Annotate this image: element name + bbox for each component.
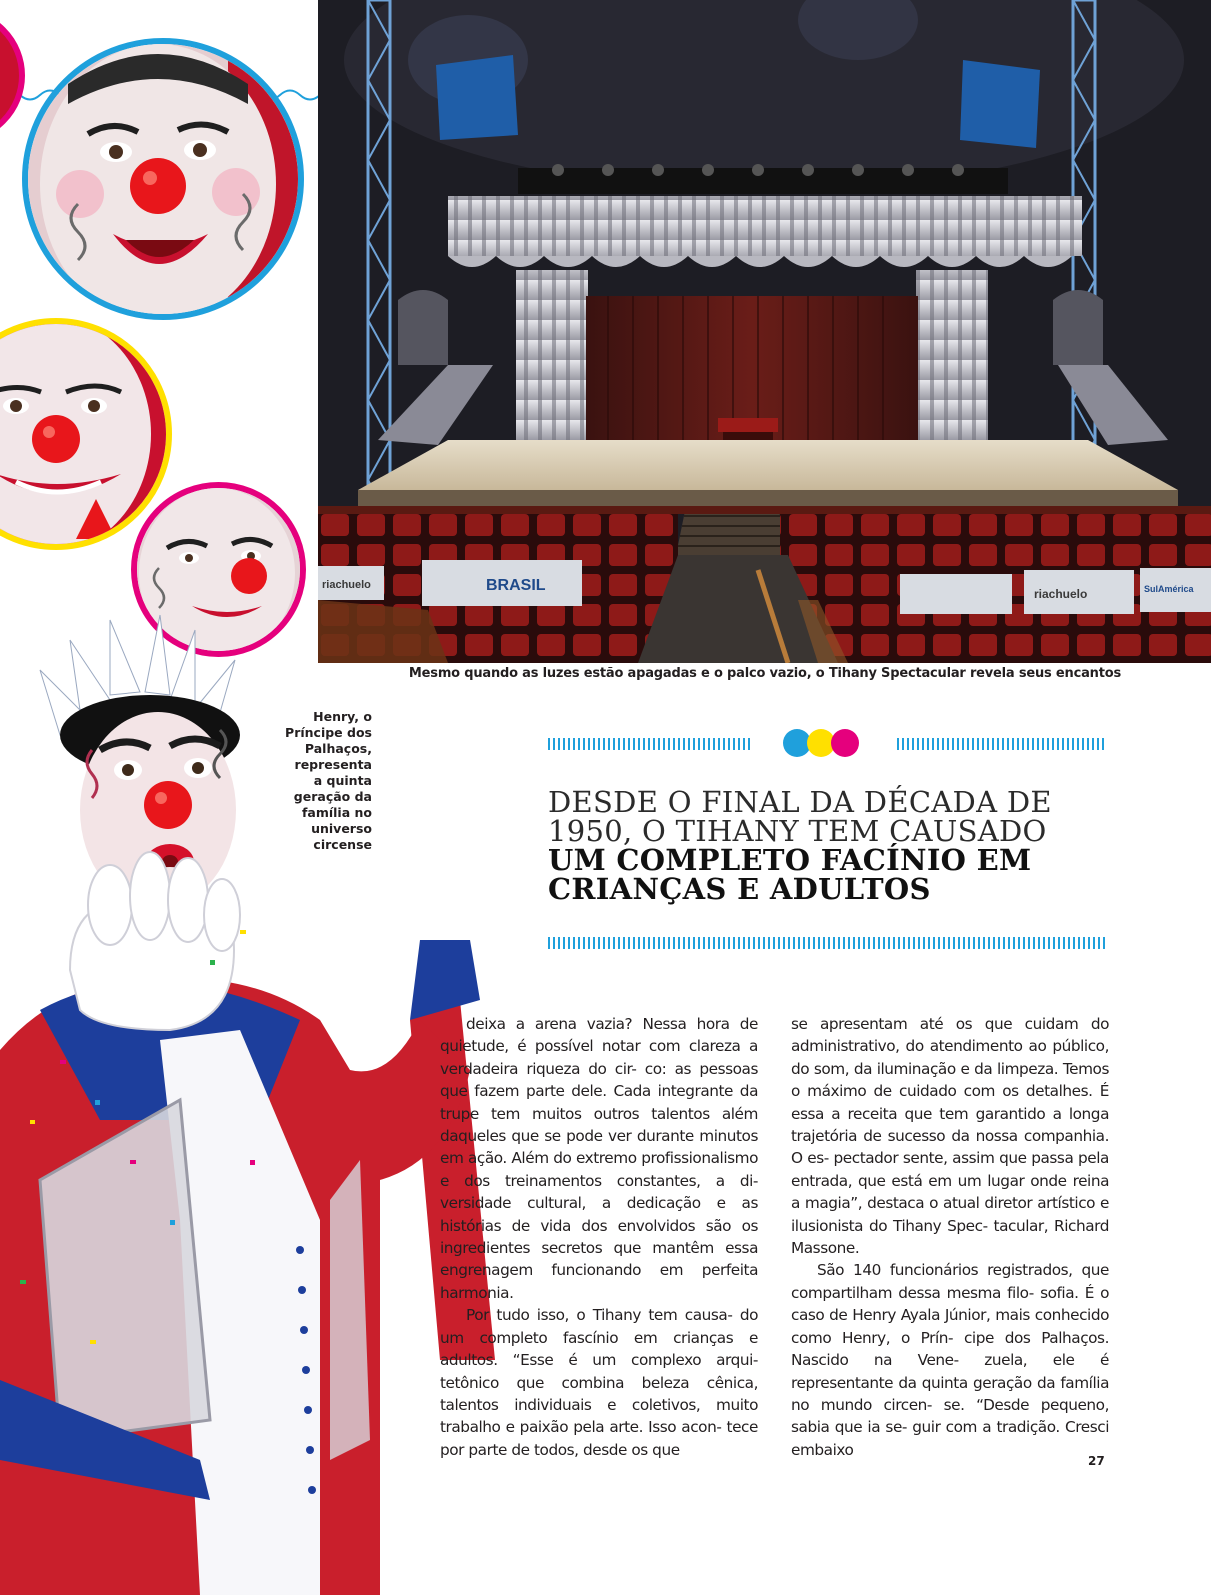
pull-quote-headline: [548, 785, 1108, 906]
clown-face-photo-1: [22, 38, 304, 320]
text-line: mais conhecido como Henry, o Prín-: [791, 1306, 1110, 1347]
performer-caption-line: Henry, o: [313, 709, 372, 724]
text-line: outros talentos além daqueles que se: [440, 1104, 758, 1146]
text-line: do um completo fascínio em crianças: [440, 1306, 759, 1347]
text-line: que compartilham dessa mesma filo-: [791, 1261, 1109, 1302]
headline-line-3: UM COMPLETO FACÍNIO EM: [548, 843, 1032, 877]
performer-caption-line: universo: [311, 821, 372, 836]
text-line: geração da família no mundo circen-: [791, 1373, 1109, 1414]
text-line: tetônico que combina beleza cênica,: [440, 1373, 758, 1392]
text-line: talentos individuais e coletivos, muito: [440, 1395, 758, 1414]
performer-caption-line: família no: [301, 805, 372, 820]
text-line: limpeza. Temos o máximo de cuidado: [791, 1059, 1109, 1101]
cmy-dots: [783, 727, 863, 759]
text-line: versidade cultural, a dedicação e as: [440, 1194, 758, 1213]
headline-line-4: CRIANÇAS E ADULTOS: [548, 872, 931, 906]
top-right-rule: [897, 738, 1107, 750]
text-line: co: as pessoas que fazem parte dele.: [440, 1059, 758, 1101]
text-line: e adultos. “Esse é um complexo arqui-: [440, 1328, 758, 1370]
paragraph: [791, 1259, 1109, 1461]
performer-caption-line: circense: [313, 837, 372, 852]
performer-caption-line: Príncipe dos: [285, 725, 372, 740]
text-line: trabalho e paixão pela arte. Isso acon-: [440, 1418, 722, 1437]
text-line: deixa a arena vazia? Nessa hora: [466, 1015, 730, 1033]
text-line: Por tudo isso, o Tihany tem causa-: [466, 1306, 733, 1325]
text-line: São 140 funcionários registrados,: [817, 1261, 1073, 1280]
text-line: pectador sente, assim que passa pela: [833, 1149, 1109, 1168]
text-line: entrada, que está em um lugar onde: [791, 1171, 1067, 1190]
sign-text-4: SulAmérica: [1144, 584, 1194, 594]
stage-illustration: [318, 0, 1211, 663]
performer-caption-line: geração da: [293, 789, 372, 804]
text-line: reina a magia”, destaca o atual diretor: [791, 1171, 1109, 1213]
text-line: perfeita harmonia.: [440, 1261, 758, 1302]
text-line: zuela, ele é representante da quinta: [791, 1351, 1109, 1392]
text-line: de quietude, é possível notar com: [440, 1015, 758, 1056]
headline-line-1: DESDE O FINAL DA DÉCADA DE: [548, 785, 1052, 819]
text-line: tacular, Richard Massone.: [791, 1216, 1109, 1258]
text-line: sucesso da nossa companhia. O es-: [791, 1127, 1109, 1168]
sign-text-1: riachuelo: [322, 579, 371, 591]
text-line: Cada integrante da trupe tem muitos: [440, 1082, 758, 1123]
text-line: pode ver durante minutos em ação.: [440, 1127, 758, 1168]
text-line: sofia. É o caso de Henry Ayala Júnior,: [791, 1283, 1110, 1325]
paragraph: [440, 1304, 758, 1461]
text-line: dos treinamentos constantes, a di-: [464, 1171, 758, 1190]
top-left-rule: [548, 738, 753, 750]
bottom-rule: [548, 937, 1107, 949]
page-number: 27: [1088, 1454, 1105, 1468]
text-line: os ingredientes secretos que mantêm: [440, 1216, 758, 1258]
text-line: com os detalhes. É essa a receita que: [791, 1082, 1109, 1123]
text-line: se. “Desde pequeno, sabia que ia se-: [791, 1395, 1109, 1437]
text-line: Além do extremo profissionalismo e: [440, 1149, 758, 1190]
text-line: artístico e ilusionista do Tihany Spec-: [791, 1194, 1109, 1235]
performer-caption-line: representa: [294, 757, 372, 772]
text-line: se apresentam até os que cuidam do: [791, 1015, 1109, 1033]
text-line: guir com a tradição. Cresci embaixo: [791, 1418, 1110, 1459]
text-line: cipe dos Palhaços. Nascido na Vene-: [791, 1328, 1109, 1370]
text-line: tem garantido a longa trajetória de: [791, 1104, 1109, 1146]
performer-caption-line: Palhaços,: [304, 741, 372, 756]
clown-photo-partial: [0, 8, 25, 143]
text-line: administrativo, do atendimento ao: [791, 1037, 1047, 1056]
article-column-1: [440, 1013, 758, 1461]
headline-line-2: 1950, O TIHANY TEM CAUSADO: [548, 814, 1047, 848]
photo-caption: Mesmo quando as luzes estão apagadas e o palco vazio, o Tihany Spectacular revela seus encantos: [408, 666, 1121, 681]
text-line: essa engrenagem funcionando em: [440, 1239, 758, 1280]
sign-text-3: riachuelo: [1034, 587, 1088, 601]
text-line: histórias de vida dos envolvidos são: [440, 1216, 732, 1235]
sign-text-2: BRASIL: [486, 577, 546, 594]
magenta-dot: [831, 729, 859, 757]
clown-face-photo-2: [0, 318, 172, 550]
paragraph: [791, 1013, 1109, 1259]
performer-caption-line: a quinta: [313, 773, 372, 788]
text-line: clareza a verdadeira riqueza do cir-: [440, 1037, 758, 1078]
text-line: público, do som, da iluminação e da: [791, 1037, 1109, 1078]
performer-caption: [262, 709, 372, 853]
article-column-2: [791, 1013, 1109, 1461]
text-line: tece por parte de todos, desde os que: [440, 1418, 758, 1459]
paragraph: [440, 1013, 758, 1304]
stage-photo: [318, 0, 1211, 663]
